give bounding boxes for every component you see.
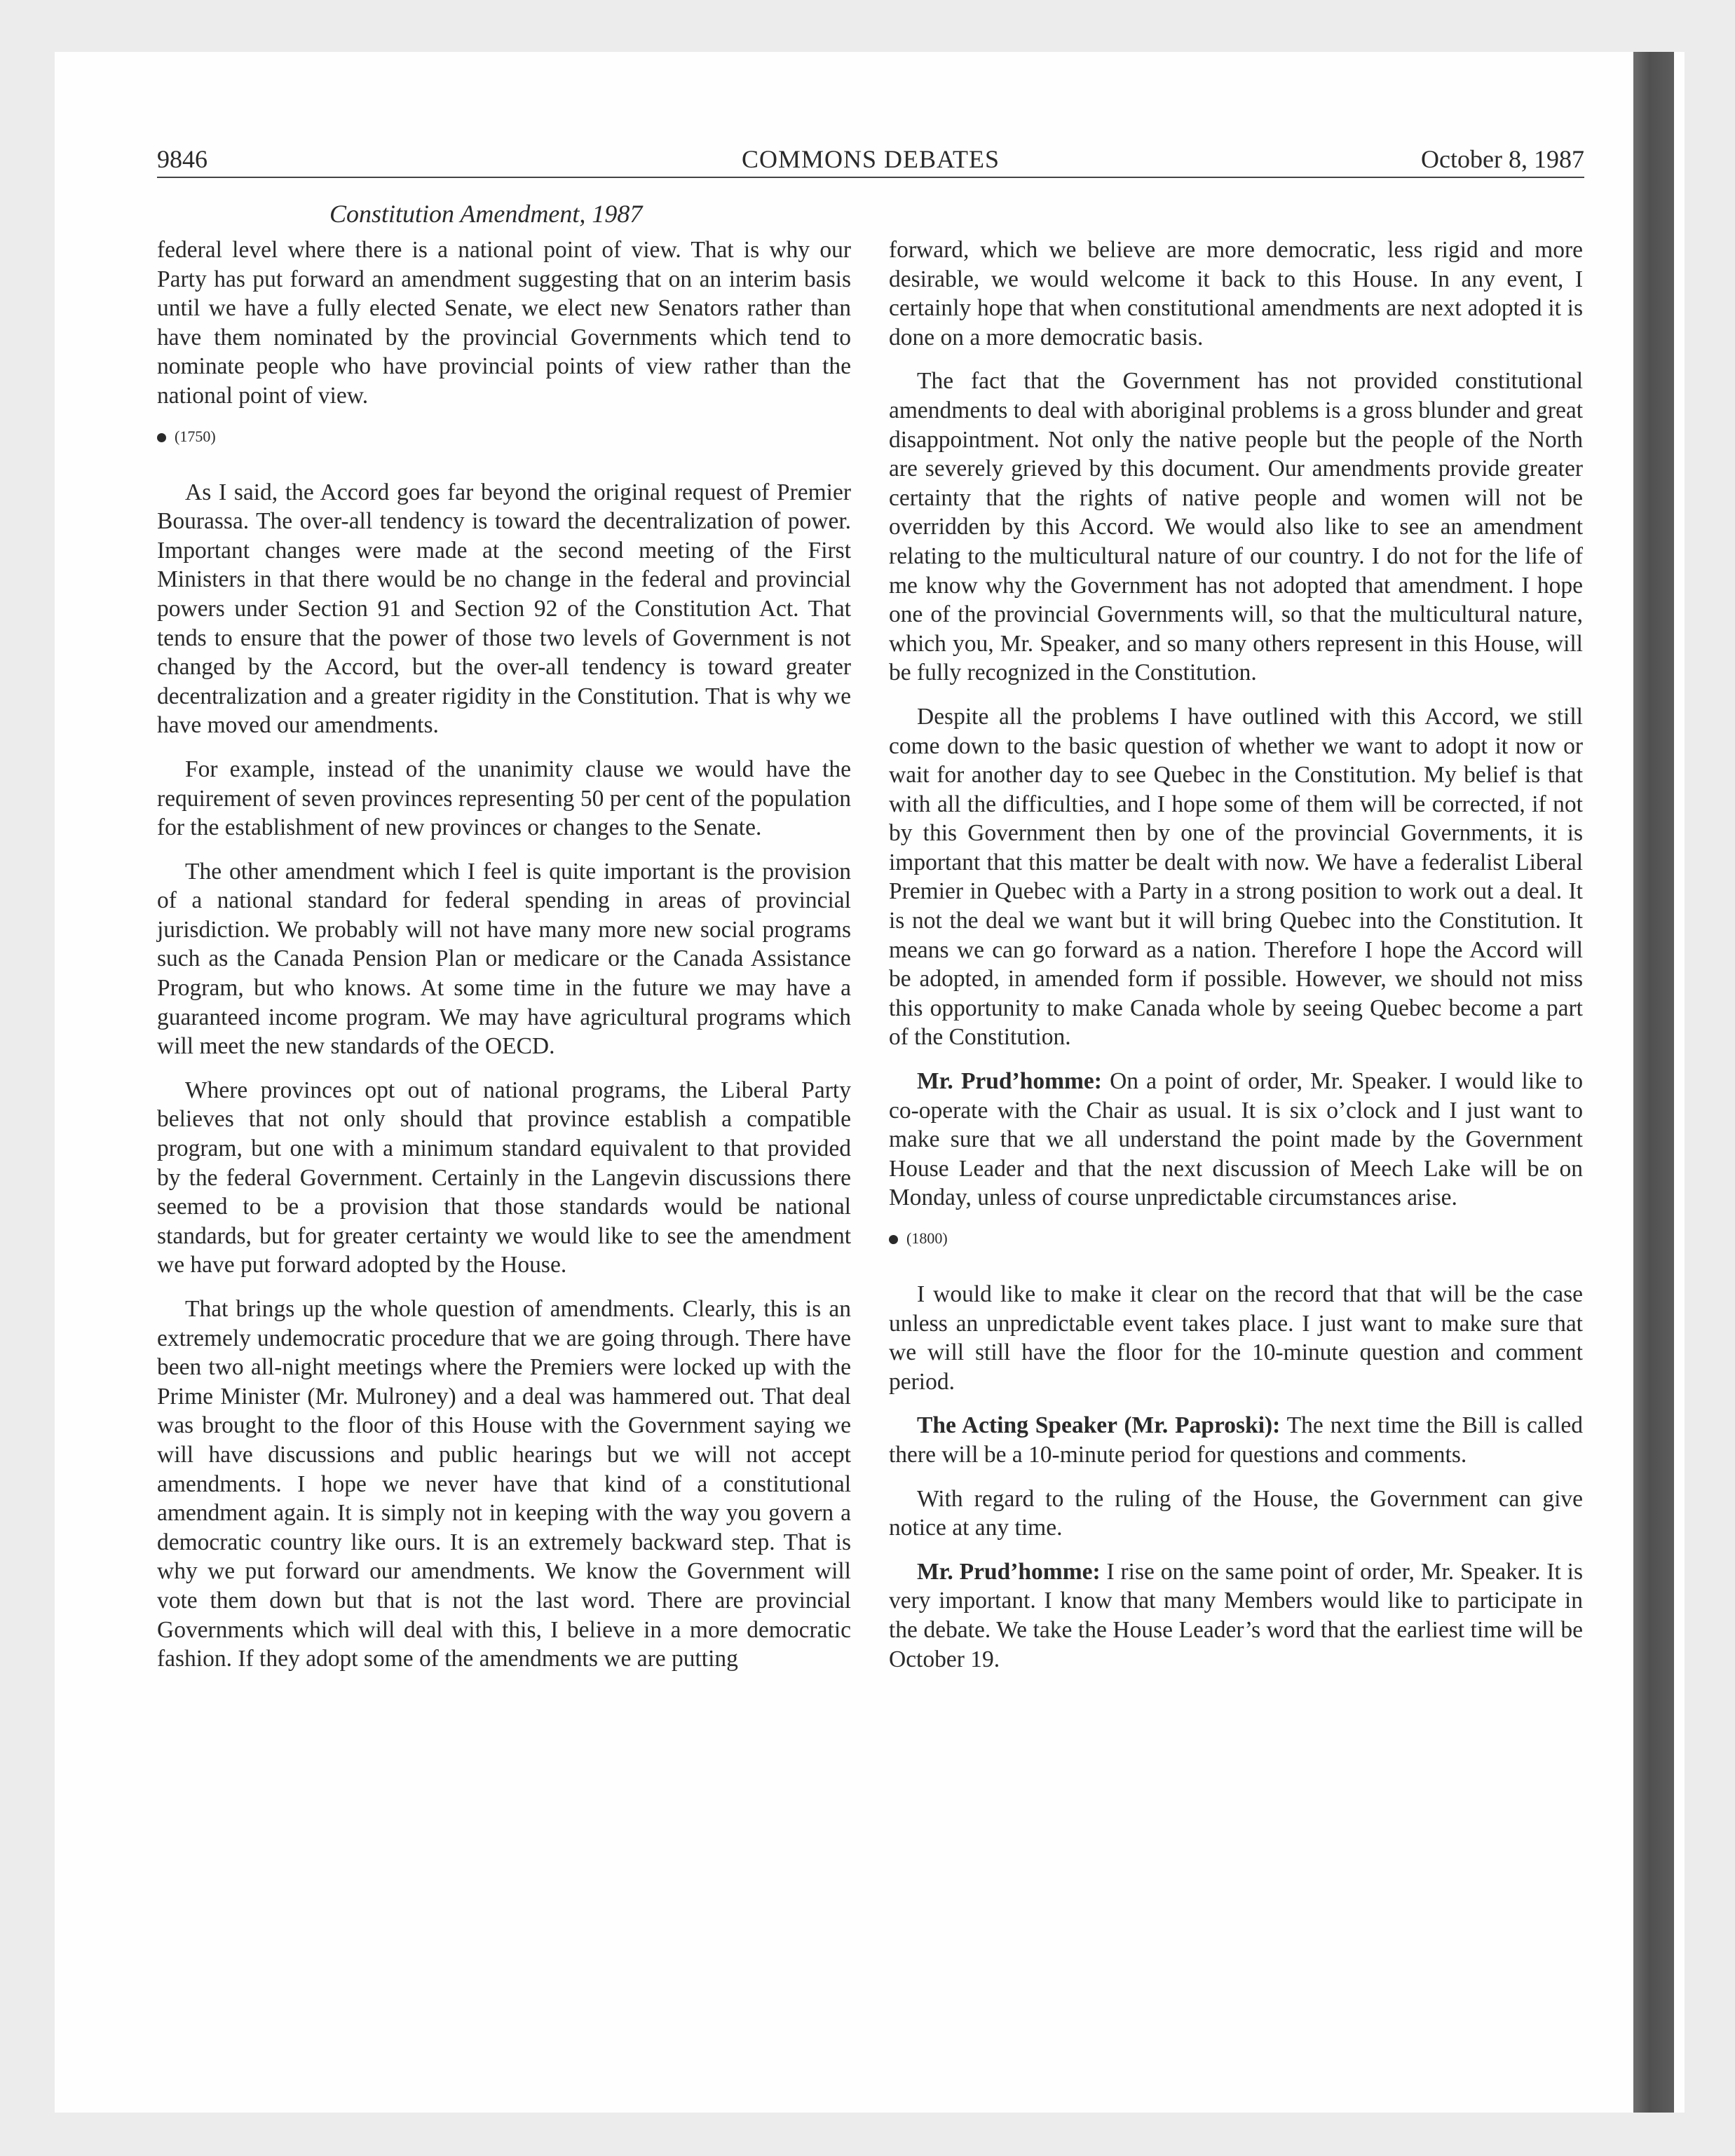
- speaker-name: Mr. Prud’homme:: [917, 1558, 1101, 1585]
- running-header: [157, 142, 1584, 178]
- paragraph: forward, which we believe are more democratic, less rigid and more desirable, we would welcome it back to this House. In any event, I certainly hope that when constitutional amendments are next adopted it is done on a more democratic basis.: [889, 237, 1583, 350]
- paragraph: For example, instead of the unanimity clause we would have the requirement of seven provinces representing 50 per cent of the population for the establishment of new provinces or changes to the Senate.: [157, 756, 851, 841]
- paragraph: The fact that the Government has not provided constitutional amendments to deal with aboriginal problems is a gross blunder and great disappointment. Not only the native people but the people of the North are severely grieved by this document. Our amendments provide greater certainty that the rights of native people and women will not be overridden by this Accord. We would also like to see an amendment relating to the multicultural nature of our country. I do not for the life of me know why the Government has not adopted that amendment. I hope one of the provincial Governments will, so that the multicultural nature, which you, Mr. Speaker, and so many others represent in this House, will be fully recognized in the Constitution.: [889, 368, 1583, 686]
- paragraph: federal level where there is a national point of view. That is why our Party has put forward an amendment suggesting that on an interim basis until we have a fully elected Senate, we elect new Senators rather than have them nominated by the provincial Governments which tend to nominate people who have provincial points of view rather than the national point of view.: [157, 237, 851, 409]
- right-column: [889, 236, 1583, 1688]
- scan-edge-shadow: [1633, 52, 1674, 2113]
- left-column: [157, 236, 851, 1688]
- paragraph: The other amendment which I feel is quite important is the provision of a national standard for federal spending in areas of provincial jurisdiction. We probably will not have many more new social programs such as the Canada Pension Plan or medicare or the Canada Assistance Program, but who knows. At some time in the future we may have a guaranteed income program. We may have agricultural programs which will meet the new standards of the OECD.: [157, 858, 851, 1060]
- paragraph: I would like to make it clear on the record that that will be the case unless an unpredictable event takes place. I just want to make sure that we will still have the floor for the 10-minute question and comment period.: [889, 1281, 1583, 1395]
- bullet-icon: [157, 433, 166, 442]
- paragraph: As I said, the Accord goes far beyond the original request of Premier Bourassa. The over-all tendency is toward the decentralization of power. Important changes were made at the second meeting of the First Ministers in that there would be no change in the federal and provincial powers under Section 91 and Section 92 of the Constitution Act. That tends to ensure that the power of those two levels of Government is not changed by the Accord, but the over-all tendency is toward greater decentralization and a greater rigidity in the Constitution. That is why we have moved our amendments.: [157, 479, 851, 739]
- paragraph: With regard to the ruling of the House, the Government can give notice at any time.: [889, 1485, 1583, 1541]
- speech-text: On a point of order, Mr. Speaker. I would like to co-operate with the Chair as usual. It is six o’clock and I just want to make sure that we all understand the point made by the Government House Leader and that the next discussion of Meech Lake will be on Monday, unless of course unpredictable circumstances arise.: [889, 1068, 1583, 1211]
- speaker-name: The Acting Speaker (Mr. Paproski):: [917, 1412, 1281, 1439]
- speech-text: The next time the Bill is called there will be a 10-minute period for questions and comments.: [889, 1412, 1583, 1468]
- time-marker-label: (1750): [175, 427, 216, 445]
- time-marker-label: (1800): [906, 1229, 948, 1247]
- section-title: Constitution Amendment, 1987: [329, 200, 643, 228]
- paragraph: Where provinces opt out of national programs, the Liberal Party believes that not only should that province establish a compatible program, but one with a minimum standard equivalent to that provided by the federal Government. Certainly in the Langevin discussions there seemed to be a provision that those standards would be national standards, but for greater certainty we would like to see the amendment we have put forward adopted by the House.: [157, 1077, 851, 1278]
- time-marker: [889, 1228, 1583, 1249]
- speech-paragraph: [889, 1557, 1583, 1674]
- journal-title: COMMONS DEBATES: [741, 145, 1000, 173]
- page-number: 9846: [157, 145, 207, 173]
- speech-paragraph: [889, 1067, 1583, 1213]
- speech-text: I rise on the same point of order, Mr. Speaker. It is very important. I know that many Members would like to participate in the debate. We take the House Leader’s word that the earliest time will be October 19.: [889, 1558, 1583, 1672]
- header-date: October 8, 1987: [1421, 145, 1584, 173]
- speech-paragraph: [889, 1411, 1583, 1469]
- paragraph: Despite all the problems I have outlined with this Accord, we still come down to the basic question of whether we want to adopt it now or wait for another day to see Quebec in the Constitution. My belief is that with all the difficulties, and I hope some of them will be corrected, if not by this Government then by one of the provincial Governments, it is important that this matter be dealt with now. We have a federalist Liberal Premier in Quebec with a Party in a strong position to work out a deal. It is not the deal we want but it will bring Quebec into the Constitution. It means we can go forward as a nation. Therefore I hope the Accord will be adopted, in amended form if possible. However, we should not miss this opportunity to make Canada whole by seeing Quebec become a part of the Constitution.: [889, 703, 1583, 1051]
- time-marker: [157, 426, 851, 447]
- paragraph: That brings up the whole question of amendments. Clearly, this is an extremely undemocratic procedure that we are going through. There have been two all-night meetings where the Premiers were locked up with the Prime Minister (Mr. Mulroney) and a deal was hammered out. That deal was brought to the floor of this House with the Government saying we will have discussions and public hearings but we will not accept amendments. I hope we never have that kind of a constitutional amendment again. It is simply not in keeping with the way you govern a democratic country like ours. It is an extremely backward step. That is why we put forward our amendments. We know the Government will vote them down but that is not the last word. There are provincial Governments which will deal with this, I believe in a more democratic fashion. If they adopt some of the amendments we are putting: [157, 1296, 851, 1672]
- bullet-icon: [889, 1235, 898, 1244]
- speaker-name: Mr. Prud’homme:: [917, 1068, 1102, 1095]
